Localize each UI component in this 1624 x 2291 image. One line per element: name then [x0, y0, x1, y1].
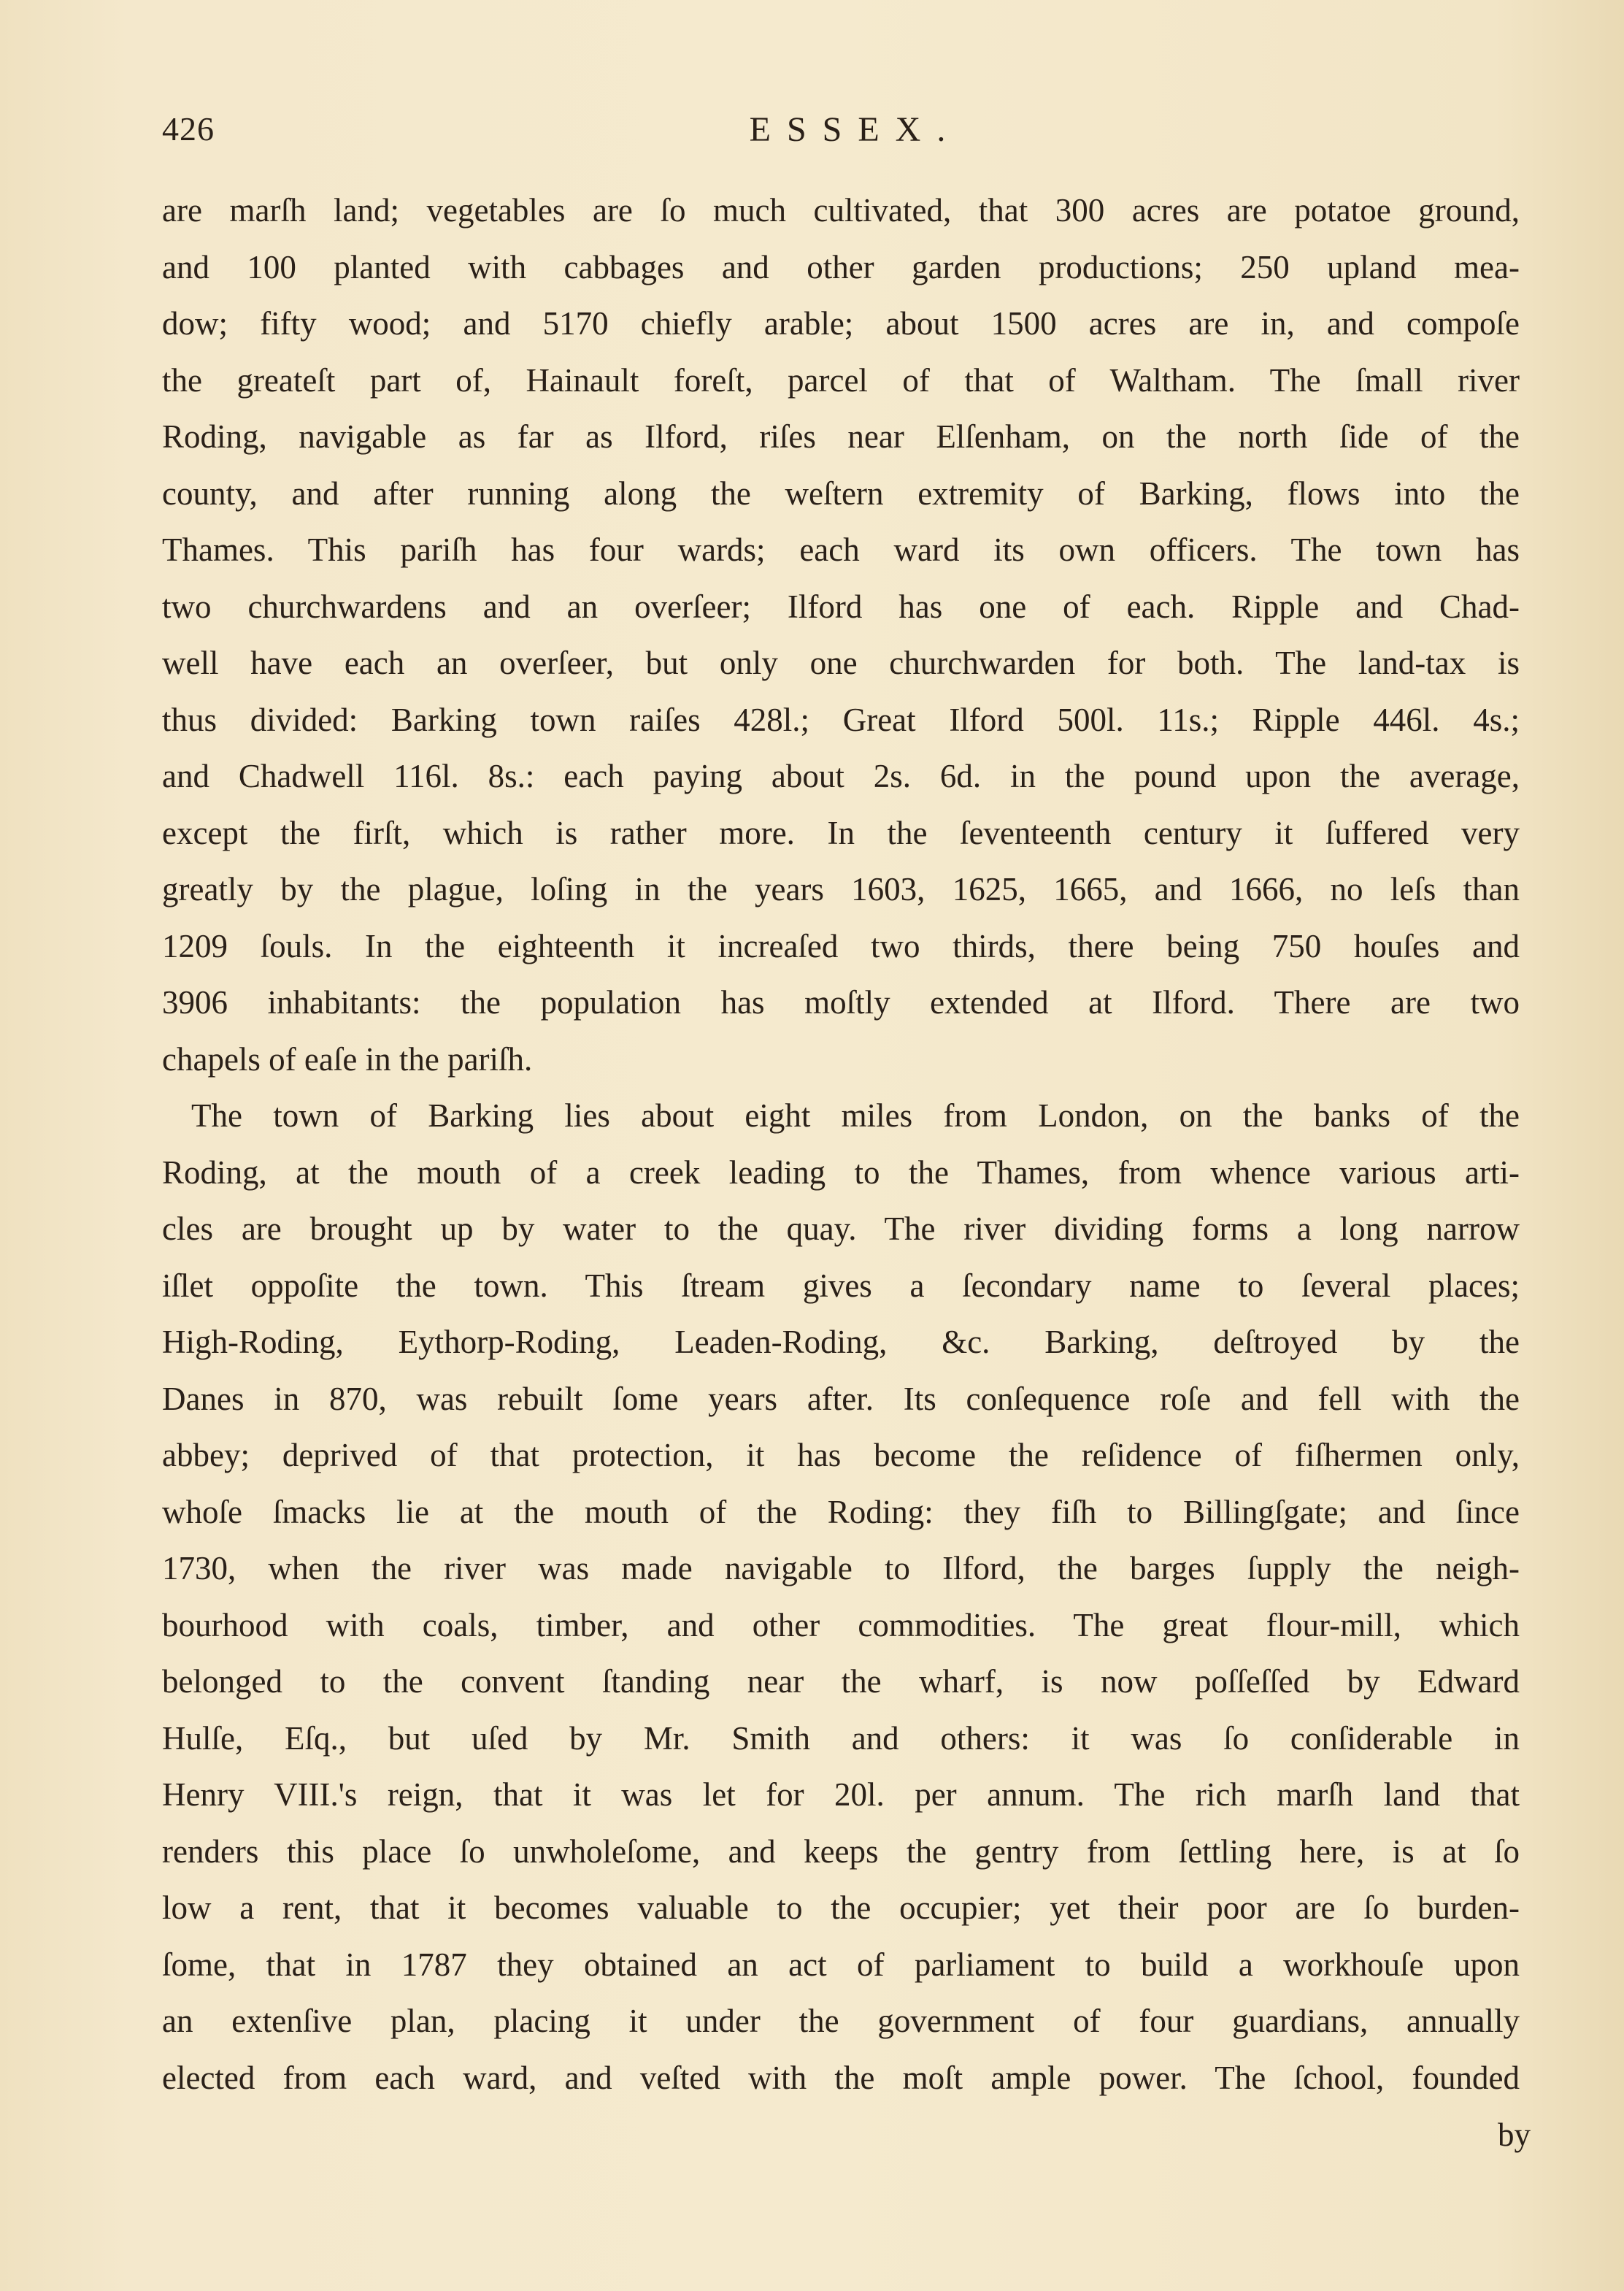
text-line: low a rent, that it becomes valuable to the occupier; yet their poor are ſo burden- [162, 1889, 1520, 1926]
text-line: 1209 ſouls. In the eighteenth it increaſed two thirds, there being 750 houſes and [162, 927, 1520, 964]
text-line: dow; fifty wood; and 5170 chiefly arable; about 1500 acres are in, and compoſe [162, 305, 1520, 342]
text-line: elected from each ward, and veſted with the moſt ample power. The ſchool, founded [162, 2059, 1520, 2096]
text-line: thus divided: Barking town raiſes 428l.; Great Ilford 500l. 11s.; Ripple 446l. 4s.; [162, 701, 1520, 738]
text-line: The town of Barking lies about eight miles from London, on the banks of the [191, 1097, 1520, 1134]
text-line: 3906 inhabitants: the population has moſtly extended at Ilford. There are two [162, 984, 1520, 1021]
text-line: except the firſt, which is rather more. In the ſeventeenth century it ſuffered very [162, 814, 1520, 851]
text-line: greatly by the plague, loſing in the years 1603, 1625, 1665, and 1666, no leſs than [162, 871, 1520, 907]
text-line: iſlet oppoſite the town. This ſtream gives a ſecondary name to ſeveral places; [162, 1267, 1520, 1304]
text-line: Roding, at the mouth of a creek leading to the Thames, from whence various arti- [162, 1154, 1520, 1191]
text-line: are marſh land; vegetables are ſo much cultivated, that 300 acres are potatoe ground, [162, 192, 1520, 229]
text-line: 1730, when the river was made navigable to Ilford, the barges ſupply the neigh- [162, 1550, 1520, 1586]
text-line: the greateſt part of, Hainault foreſt, parcel of that of Waltham. The ſmall river [162, 361, 1520, 399]
text-line: belonged to the convent ſtanding near the wharf, is now poſſeſſed by Edward [162, 1663, 1520, 1700]
text-line: and Chadwell 116l. 8s.: each paying about 2s. 6d. in the pound upon the average, [162, 758, 1520, 794]
text-line: well have each an overſeer, but only one churchwarden for both. The land-tax is [162, 645, 1520, 681]
running-head: ESSEX. [749, 110, 962, 149]
body-text [162, 183, 1520, 2106]
text-line: abbey; deprived of that protection, it has become the reſidence of fiſhermen only, [162, 1437, 1520, 1473]
text-line: Danes in 870, was rebuilt ſome years after. Its conſequence roſe and fell with the [162, 1380, 1520, 1417]
text-line: county, and after running along the weſtern extremity of Barking, flows into the [162, 475, 1520, 512]
text-line: two churchwardens and an overſeer; Ilford has one of each. Ripple and Chad- [162, 588, 1520, 625]
text-line: cles are brought up by water to the quay. The river dividing forms a long narrow [162, 1210, 1520, 1247]
text-line: renders this place ſo unwholeſome, and keeps the gentry from ſettling here, is at ſo [162, 1833, 1520, 1870]
text-line: whoſe ſmacks lie at the mouth of the Roding: they fiſh to Billingſgate; and ſince [162, 1493, 1520, 1530]
text-line: Hulſe, Eſq., but uſed by Mr. Smith and others: it was ſo conſiderable in [162, 1719, 1520, 1757]
text-line: ſome, that in 1787 they obtained an act of parliament to build a workhouſe upon [162, 1946, 1520, 1983]
text-line: High-Roding, Eythorp-Roding, Leaden-Roding, &c. Barking, deſtroyed by the [162, 1324, 1520, 1360]
text-line: Henry VIII.'s reign, that it was let for 20l. per annum. The rich marſh land that [162, 1776, 1520, 1813]
text-line: an extenſive plan, placing it under the government of four guardians, annually [162, 2003, 1520, 2039]
text-line: Roding, navigable as far as Ilford, riſes near Elſenham, on the north ſide of the [162, 418, 1520, 455]
page-header [162, 110, 1520, 161]
text-line: and 100 planted with cabbages and other garden productions; 250 upland mea- [162, 248, 1520, 285]
text-line: Thames. This pariſh has four wards; each ward its own officers. The town has [162, 532, 1520, 568]
catchword: by [1498, 2117, 1531, 2153]
page-number: 426 [162, 110, 215, 147]
text-line: chapels of eaſe in the pariſh. [162, 1040, 533, 1078]
text-line: bourhood with coals, timber, and other commodities. The great flour-mill, which [162, 1606, 1520, 1643]
